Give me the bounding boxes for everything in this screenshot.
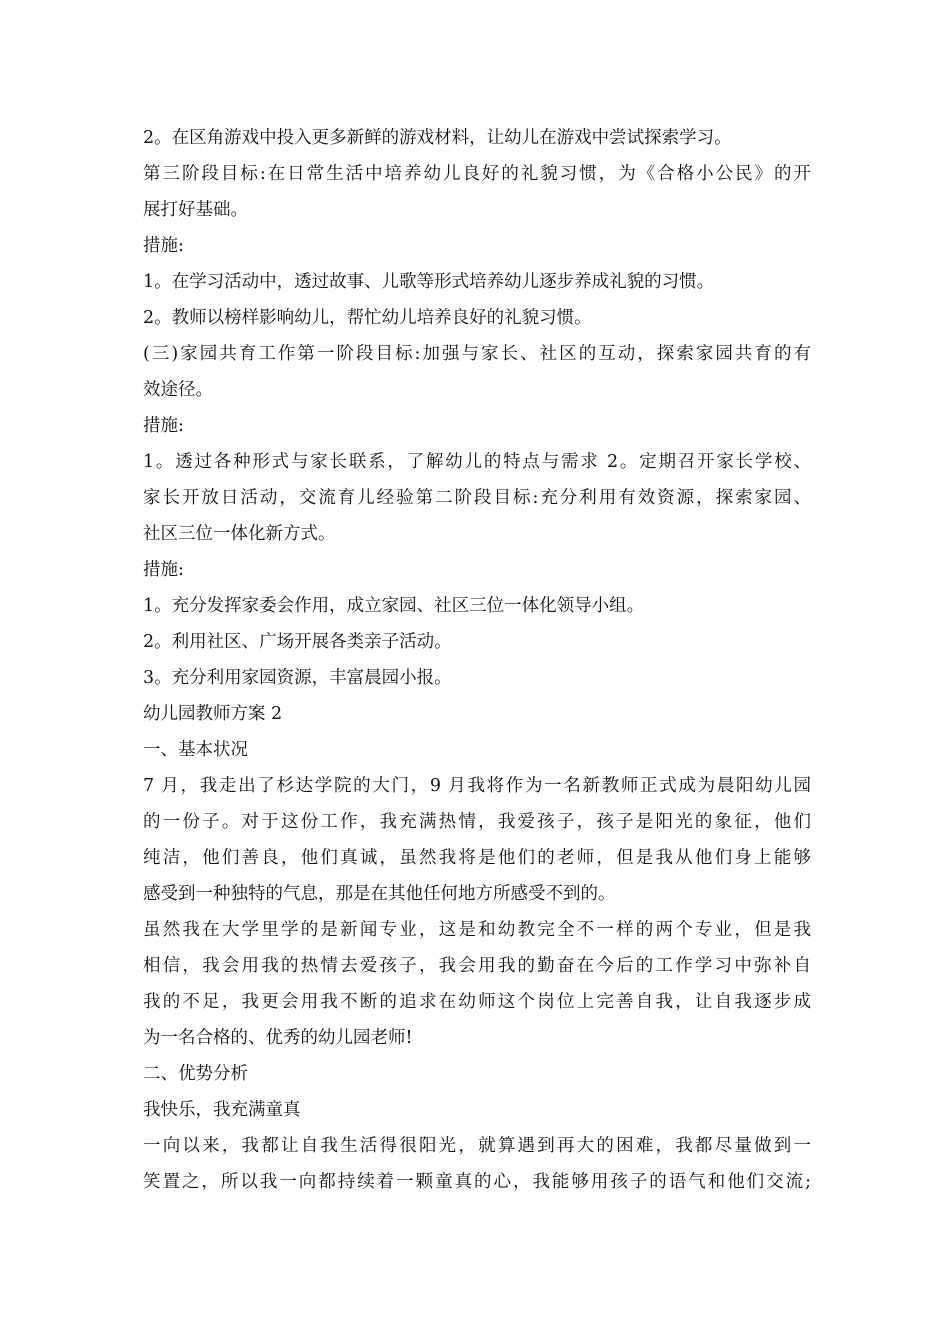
heading-advantage-analysis: 二、优势分析 [143,1064,248,1084]
paragraph-sunny-cont: 笑置之，所以我一向都持续着一颗童真的心，我能够用孩子的语气和他们交流; [143,1172,811,1192]
paragraph-intro-cont-2: 纯洁，他们善良，他们真诚，虽然我将是他们的老师，但是我从他们身上能够 [143,848,811,868]
paragraph-stage3-goal: 第三阶段目标:在日常生活中培养幼儿良好的礼貌习惯，为《合格小公民》的开 [143,164,811,184]
measures-heading: 措施: [143,560,184,580]
paragraph-major-cont-2: 我的不足，我更会用我不断的追求在幼师这个岗位上完善自我，让自我逐步成 [143,992,811,1012]
section-title-plan-2: 幼儿园教师方案 2 [143,704,283,724]
list-item-2-community-activities: 2。利用社区、广场开展各类亲子活动。 [143,632,452,652]
heading-basic-situation: 一、基本状况 [143,740,248,760]
paragraph-home-school-goal: (三)家园共育工作第一阶段目标:加强与家长、社区的互动，探索家园共育的有 [143,344,811,364]
list-item-3-newsletter: 3。充分利用家园资源，丰富晨园小报。 [143,668,452,688]
paragraph-stage3-goal-cont: 展打好基础。 [143,200,248,220]
paragraph-sunny: 一向以来，我都让自我生活得很阳光，就算遇到再大的困难，我都尽量做到一 [143,1136,811,1156]
paragraph-intro-end: 感受到一种独特的气息，那是在其他任何地方所感受不到的。 [143,884,616,904]
list-item-2-teacher-model: 2。教师以榜样影响幼儿，帮忙幼儿培养良好的礼貌习惯。 [143,308,592,328]
list-item-1-parent-contact-cont: 家长开放日活动，交流育儿经验第二阶段目标:充分利用有效资源，探索家园、 [143,488,811,508]
list-item-1-parent-contact: 1。透过各种形式与家长联系，了解幼儿的特点与需求 2。定期召开家长学校、 [143,452,811,472]
list-item-1-parent-contact-end: 社区三位一体化新方式。 [143,524,336,544]
measures-heading: 措施: [143,416,184,436]
paragraph-intro: 7 月，我走出了杉达学院的大门，9 月我将作为一名新教师正式成为晨阳幼儿园 [143,776,811,796]
list-item-1-parent-committee: 1。充分发挥家委会作用，成立家园、社区三位一体化领导小组。 [143,596,645,616]
list-item-2-game-materials: 2。在区角游戏中投入更多新鲜的游戏材料，让幼儿在游戏中尝试探索学习。 [143,128,732,148]
document-body [143,120,811,1200]
subheading-happy-childlike: 我快乐，我充满童真 [143,1100,301,1120]
paragraph-major-cont-1: 相信，我会用我的热情去爱孩子，我会用我的勤奋在今后的工作学习中弥补自 [143,956,811,976]
measures-heading: 措施: [143,236,184,256]
list-item-1-learning-activities: 1。在学习活动中，透过故事、儿歌等形式培养幼儿逐步养成礼貌的习惯。 [143,272,715,292]
paragraph-intro-cont-1: 的一份子。对于这份工作，我充满热情，我爱孩子，孩子是阳光的象征，他们 [143,812,811,832]
paragraph-major: 虽然我在大学里学的是新闻专业，这是和幼教完全不一样的两个专业，但是我 [143,920,811,940]
paragraph-home-school-goal-cont: 效途径。 [143,380,213,400]
paragraph-major-end: 为一名合格的、优秀的幼儿园老师! [143,1028,413,1048]
